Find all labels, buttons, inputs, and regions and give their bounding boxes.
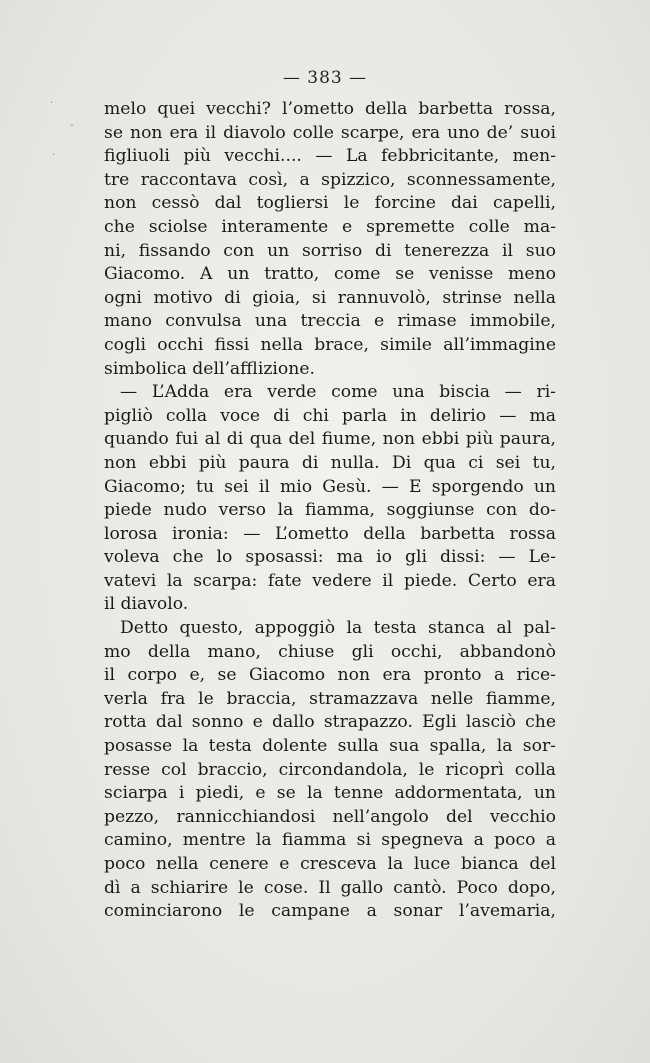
text-line: posasse la testa dolente sulla sua spalla, la sor- xyxy=(104,736,556,757)
text-line: resse col braccio, circondandola, le ricoprì colla xyxy=(104,759,556,780)
text-line: non ebbi più paura di nulla. Di qua ci sei tu, xyxy=(104,452,556,473)
text-line: se non era il diavolo colle scarpe, era uno de’ suoi xyxy=(104,122,556,143)
text-line: ni, fissando con un sorriso di tenerezza il suo xyxy=(104,240,556,261)
text-line: figliuoli più vecchi.... — La febbricitante, men- xyxy=(104,146,556,167)
text-line: lorosa ironia: — L’ometto della barbetta rossa xyxy=(104,523,556,544)
text-line: cogli occhi fissi nella brace, simile all’immagine xyxy=(104,334,556,355)
text-line: cominciarono le campane a sonar l’avemaria, xyxy=(104,901,556,922)
paragraph-start-line: — L’Adda era verde come una biscia — ri- xyxy=(120,382,556,403)
text-line: ogni motivo di gioia, si rannuvolò, strinse nella xyxy=(104,287,556,308)
text-line: camino, mentre la fiamma si spegneva a poco a xyxy=(104,830,556,851)
text-line: tre raccontava così, a spizzico, sconnessamente, xyxy=(104,169,556,190)
margin-mark: · xyxy=(50,98,54,109)
page-number: — 383 — xyxy=(282,68,368,88)
text-line: quando fui al di qua del fiume, non ebbi più paura, xyxy=(104,429,556,450)
text-line: verla fra le braccia, stramazzava nelle fiamme, xyxy=(104,688,556,709)
body-text xyxy=(104,98,556,924)
text-line: voleva che lo sposassi: ma io gli dissi: — Le- xyxy=(104,547,556,568)
text-line: dì a schiarire le cose. Il gallo cantò. Poco dopo, xyxy=(104,877,556,898)
paragraph-end-line: il diavolo. xyxy=(104,594,189,615)
text-line: melo quei vecchi? l’ometto della barbetta rossa, xyxy=(104,99,556,119)
text-line: rotta dal sonno e dallo strapazzo. Egli lasciò che xyxy=(104,712,556,733)
text-line: mo della mano, chiuse gli occhi, abbandonò xyxy=(104,641,556,662)
text-line: che sciolse interamente e spremette colle ma- xyxy=(104,216,556,237)
paragraph-end-line: simbolica dell’afflizione. xyxy=(104,358,315,379)
text-line: sciarpa i piedi, e se la tenne addormentata, un xyxy=(104,783,556,804)
text-line: pigliò colla voce di chi parla in delirio — ma xyxy=(104,405,556,426)
text-line: piede nudo verso la fiamma, soggiunse con do- xyxy=(104,500,556,521)
text-line: poco nella cenere e cresceva la luce bianca del xyxy=(104,854,556,874)
text-line: Giacomo; tu sei il mio Gesù. — E sporgendo un xyxy=(104,476,556,497)
text-line: vatevi la scarpa: fate vedere il piede. Certo era xyxy=(104,570,556,591)
text-line: mano convulsa una treccia e rimase immobile, xyxy=(104,311,556,332)
text-line: Giacomo. A un tratto, come se venisse meno xyxy=(104,264,556,285)
text-line: pezzo, rannicchiandosi nell’angolo del vecchio xyxy=(104,806,556,827)
margin-mark: - xyxy=(70,120,74,131)
paragraph-start-line: Detto questo, appoggiò la testa stanca al pal- xyxy=(120,618,556,639)
text-line: il corpo e, se Giacomo non era pronto a rice- xyxy=(104,665,556,686)
margin-mark: · xyxy=(52,150,56,161)
text-line: non cessò dal togliersi le forcine dai capelli, xyxy=(104,193,556,214)
